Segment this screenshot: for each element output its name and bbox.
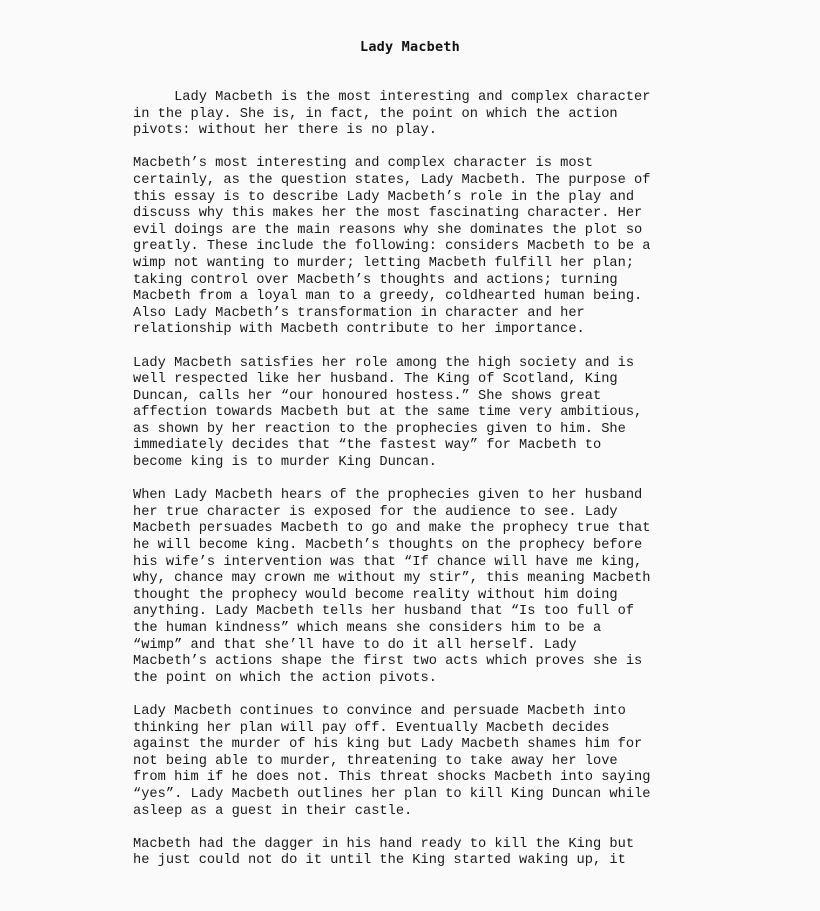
essay-body (133, 90, 693, 887)
paragraph-persuasion: Lady Macbeth continues to convince and persuade Macbeth into thinking her plan will pay off. Eventually Macbeth decides against the murder of his king but Lady Macbeth shames him for not being able to murder, threatening to take away her love from him if he does not. This threat shocks Macbeth into saying “yes”. Lady Macbeth outlines her plan to kill King Duncan while asleep as a guest in their castle. (133, 703, 651, 819)
paragraph-dagger: Macbeth had the dagger in his hand ready to kill the King but he just could not do it until the King started waking up, it (133, 836, 635, 869)
paragraph-thesis: Macbeth’s most interesting and complex character is most certainly, as the question states, Lady Macbeth. The purpose of this essay is to describe Lady Macbeth’s role in the play and discuss why this makes her the most fascinating character. Her evil doings are the main reasons why she dominates the plot so greatly. These include the following: considers Macbeth to be a wimp not wanting to murder; letting Macbeth fulfill her plan; taking control over Macbeth’s thoughts and actions; turning Macbeth from a loyal man to a greedy, coldhearted human being. Also Lady Macbeth’s transformation in character and her relationship with Macbeth contribute to her importance. (133, 156, 651, 338)
paragraph-role: Lady Macbeth satisfies her role among the high society and is well respected like her husband. The King of Scotland, King Duncan, calls her “our honoured hostess.” She shows great affection towards Macbeth but at the same time very ambitious, as shown by her reaction to the prophecies given to him. She immediately decides that “the fastest way” for Macbeth to become king is to murder King Duncan. (133, 355, 643, 471)
paragraph-intro: Lady Macbeth is the most interesting and complex character in the play. She is, in fact, the point on which the action pivots: without her there is no play. (133, 90, 651, 139)
paragraph-prophecies: When Lady Macbeth hears of the prophecies given to her husband her true character is exposed for the audience to see. Lady Macbeth persuades Macbeth to go and make the prophecy true that he will become king. Macbeth’s thoughts on the prophecy before his wife’s intervention was that “If chance will have me king, why, chance may crown me without my stir”, this meaning Macbeth thought the prophecy would become reality without him doing anything. Lady Macbeth tells her husband that “Is too full of the human kindness” which means she considers him to be a “wimp” and that she’ll have to do it all herself. Lady Macbeth’s actions shape the first two acts which proves she is the point on which the action pivots. (133, 488, 651, 686)
document-title: Lady Macbeth (360, 39, 460, 55)
